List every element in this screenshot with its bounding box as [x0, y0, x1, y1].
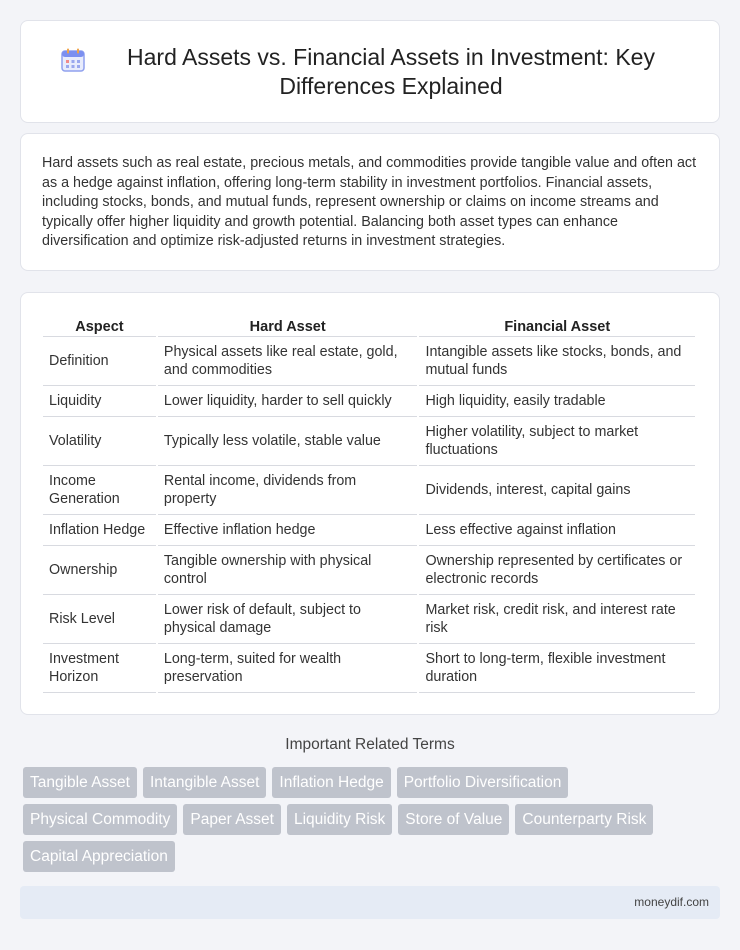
page-title: Hard Assets vs. Financial Assets in Investment: Key Differences Explained	[127, 43, 655, 99]
table-cell-financial-asset: Intangible assets like stocks, bonds, and mutual funds	[419, 337, 695, 386]
table-cell-hard-asset: Long-term, suited for wealth preservation	[158, 644, 418, 693]
table-cell-aspect: Risk Level	[43, 595, 156, 644]
column-header-aspect: Aspect	[43, 307, 156, 337]
comparison-table-card	[20, 292, 720, 715]
related-term-tag[interactable]: Liquidity Risk	[287, 804, 392, 835]
table-cell-hard-asset: Physical assets like real estate, gold, and commodities	[158, 337, 418, 386]
column-header-financial-asset: Financial Asset	[419, 307, 695, 337]
table-cell-hard-asset: Typically less volatile, stable value	[158, 417, 418, 466]
table-row	[43, 386, 695, 417]
title-card	[20, 20, 720, 123]
table-cell-hard-asset: Lower liquidity, harder to sell quickly	[158, 386, 418, 417]
table-row	[43, 595, 695, 644]
footer-bar	[20, 886, 720, 919]
table-cell-aspect: Investment Horizon	[43, 644, 156, 693]
related-term-tag[interactable]: Tangible Asset	[23, 767, 137, 798]
table-cell-hard-asset: Tangible ownership with physical control	[158, 546, 418, 595]
table-cell-financial-asset: Less effective against inflation	[419, 515, 695, 546]
table-row	[43, 546, 695, 595]
related-term-tag[interactable]: Capital Appreciation	[23, 841, 175, 872]
table-cell-hard-asset: Rental income, dividends from property	[158, 466, 418, 515]
related-term-tag[interactable]: Inflation Hedge	[272, 767, 390, 798]
table-cell-financial-asset: Dividends, interest, capital gains	[419, 466, 695, 515]
related-term-tag[interactable]: Store of Value	[398, 804, 509, 835]
table-row	[43, 417, 695, 466]
intro-card	[20, 133, 720, 271]
comparison-table	[41, 307, 697, 693]
table-row	[43, 466, 695, 515]
table-cell-aspect: Volatility	[43, 417, 156, 466]
calendar-icon	[60, 47, 86, 73]
table-cell-aspect: Liquidity	[43, 386, 156, 417]
table-cell-financial-asset: High liquidity, easily tradable	[419, 386, 695, 417]
related-terms-heading: Important Related Terms	[285, 736, 455, 753]
table-header-row	[43, 307, 695, 337]
table-row	[43, 337, 695, 386]
table-cell-aspect: Income Generation	[43, 466, 156, 515]
column-header-hard-asset: Hard Asset	[158, 307, 418, 337]
related-term-tag[interactable]: Paper Asset	[183, 804, 281, 835]
table-cell-aspect: Inflation Hedge	[43, 515, 156, 546]
related-term-tag[interactable]: Physical Commodity	[23, 804, 177, 835]
related-terms-list	[23, 767, 723, 878]
table-cell-hard-asset: Lower risk of default, subject to physical damage	[158, 595, 418, 644]
related-term-tag[interactable]: Counterparty Risk	[515, 804, 653, 835]
table-cell-financial-asset: Higher volatility, subject to market fluctuations	[419, 417, 695, 466]
table-cell-aspect: Ownership	[43, 546, 156, 595]
table-cell-aspect: Definition	[43, 337, 156, 386]
related-term-tag[interactable]: Portfolio Diversification	[397, 767, 569, 798]
table-cell-financial-asset: Market risk, credit risk, and interest rate risk	[419, 595, 695, 644]
intro-paragraph: Hard assets such as real estate, precious metals, and commodities provide tangible value and often act as a hedge against inflation, offering long-term stability in investment portfolios. Financial assets, including stocks, bonds, and mutual funds, represent ownership or claims on income streams and typically offer higher liquidity and growth potential. Balancing both asset types can enhance diversification and optimize risk-adjusted returns in investment strategies.	[42, 155, 697, 250]
table-cell-financial-asset: Short to long-term, flexible investment duration	[419, 644, 695, 693]
table-cell-hard-asset: Effective inflation hedge	[158, 515, 418, 546]
table-row	[43, 515, 695, 546]
footer-site-link[interactable]: moneydif.com	[634, 895, 709, 909]
table-cell-financial-asset: Ownership represented by certificates or electronic records	[419, 546, 695, 595]
table-row	[43, 644, 695, 693]
related-term-tag[interactable]: Intangible Asset	[143, 767, 266, 798]
